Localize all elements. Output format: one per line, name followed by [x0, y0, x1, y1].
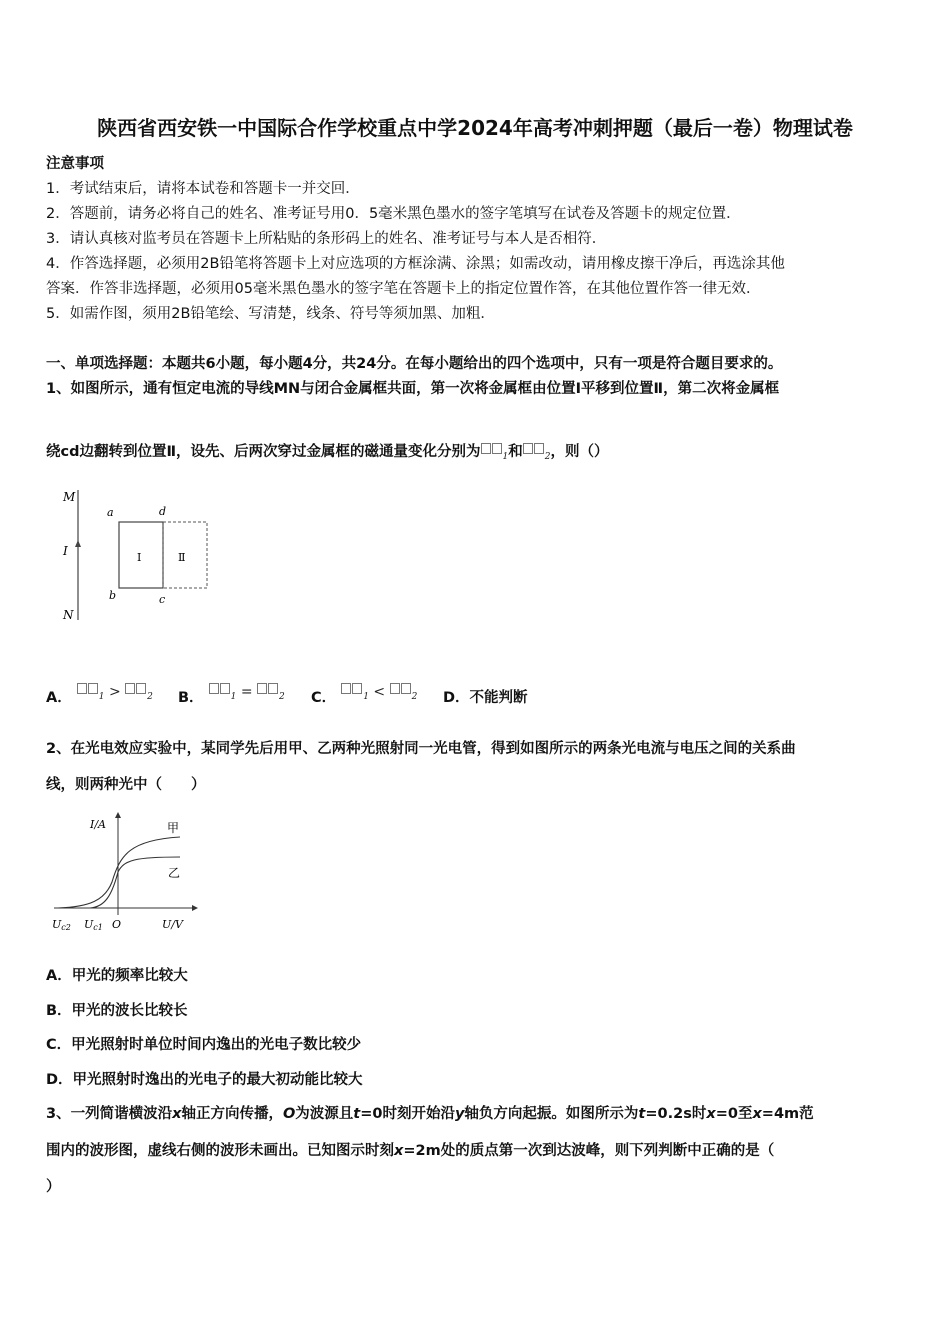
uc2-label: Uc2 [52, 918, 71, 932]
missing-glyph-icon [257, 683, 267, 694]
label-region-1: Ⅰ [137, 551, 142, 564]
origin-label: O [112, 918, 122, 931]
label-region-2: Ⅱ [178, 551, 186, 564]
curve-yi-label: 乙 [168, 866, 181, 880]
notice-item: 5．如需作图，须用2B铅笔绘、写清楚，线条、符号等须加黑、加粗． [46, 306, 495, 322]
delta-phi-2: 2 [523, 444, 551, 460]
label-d: d [159, 505, 167, 518]
missing-glyph-icon [268, 683, 278, 694]
label-c: c [159, 593, 166, 606]
missing-glyph-icon [136, 683, 146, 694]
missing-glyph-icon [209, 683, 219, 694]
missing-glyph-icon [401, 683, 411, 694]
missing-glyph-icon [523, 443, 533, 454]
label-a: a [107, 506, 114, 519]
q1-stem-line2 [46, 440, 609, 462]
q3-stem-line1: 3、一列简谐横波沿x轴正方向传播，O为波源且t=0时刻开始沿y轴负方向起振。如图所示为t=0.2s时x=0至x=4m范 [46, 1106, 814, 1122]
q1-stem-text-c: ，则（） [550, 444, 609, 460]
notice-item: 3．请认真核对监考员在答题卡上所粘贴的条形码上的姓名、准考证号与本人是否相符． [46, 231, 607, 247]
missing-glyph-icon [534, 443, 544, 454]
q3-stem-line3: ） [46, 1179, 61, 1195]
q1-option-c[interactable]: C． $_1$ < $_2$ [311, 684, 418, 706]
x-axis-arrow-icon [192, 905, 198, 911]
q1-stem-text-a: 绕cd边翻转到位置Ⅱ，设先、后两次穿过金属框的磁通量变化分别为 [46, 444, 481, 460]
q2-option-d[interactable]: D．甲光照射时逸出的光电子的最大初动能比较大 [46, 1072, 363, 1088]
label-b: b [109, 589, 117, 602]
q1-option-b[interactable]: B． $_1$ = $_2$ [178, 684, 285, 706]
curve-yi [90, 857, 180, 908]
q2-stem-line2: 线，则两种光中（ ） [46, 777, 206, 793]
q1-stem-text-b: 和 [508, 444, 523, 460]
y-axis-arrow-icon [115, 812, 121, 818]
missing-glyph-icon [492, 443, 502, 454]
label-m: M [63, 490, 76, 504]
q2-option-a[interactable]: A．甲光的频率比较大 [46, 968, 188, 984]
notice-item: 4．作答选择题，必须用2B铅笔将答题卡上对应选项的方框涂满、涂黑；如需改动，请用橡皮擦干净后，再选涂其他 [46, 256, 785, 272]
q1-option-d[interactable]: D．不能判断 [443, 690, 528, 706]
missing-glyph-icon [390, 683, 400, 694]
missing-glyph-icon [125, 683, 135, 694]
missing-glyph-icon [220, 683, 230, 694]
notice-item: 1．考试结束后，请将本试卷和答题卡一并交回． [46, 181, 360, 197]
q1-option-a[interactable]: A． $_1$ > $_2$ [46, 684, 153, 706]
notice-item: 2．答题前，请务必将自己的姓名、准考证号用0．5毫米黑色墨水的签字笔填写在试卷及答题卡的规定位置． [46, 206, 741, 222]
curve-jia-label: 甲 [167, 821, 180, 835]
label-i: I [63, 544, 68, 558]
missing-glyph-icon [88, 683, 98, 694]
missing-glyph-icon [341, 683, 351, 694]
page-title: 陕西省西安铁一中国际合作学校重点中学2024年高考冲刺押题（最后一卷）物理试卷 [97, 116, 853, 140]
q2-option-c[interactable]: C．甲光照射时单位时间内逸出的光电子数比较少 [46, 1037, 362, 1053]
x-axis-label: U/V [162, 918, 183, 931]
uc1-label: Uc1 [84, 918, 103, 932]
notice-item: 答案．作答非选择题，必须用05毫米黑色墨水的签字笔在答题卡上的指定位置作答，在其他位置作答一律无效． [46, 281, 761, 297]
section-heading: 一、单项选择题：本题共6小题，每小题4分，共24分。在每小题给出的四个选项中，只有一项是符合题目要求的。 [46, 356, 783, 372]
q2-option-b[interactable]: B．甲光的波长比较长 [46, 1003, 188, 1019]
q3-stem-line2: 围内的波形图，虚线右侧的波形未画出。已知图示时刻x=2m处的质点第一次到达波峰，则下列判断中正确的是（ [46, 1143, 775, 1159]
q1-figure [55, 485, 255, 630]
notice-heading: 注意事项 [46, 156, 104, 172]
missing-glyph-icon [352, 683, 362, 694]
y-axis-label: I/A [90, 818, 106, 831]
missing-glyph-icon [77, 683, 87, 694]
q1-stem-line1: 1、如图所示，通有恒定电流的导线MN与闭合金属框共面，第一次将金属框由位置Ⅰ平移到位置Ⅱ，第二次将金属框 [46, 381, 780, 397]
delta-phi-1: 1 [481, 444, 509, 460]
q2-stem-line1: 2、在光电效应实验中，某同学先后用甲、乙两种光照射同一光电管，得到如图所示的两条光电流与电压之间的关系曲 [46, 741, 796, 757]
current-arrow-icon [75, 540, 81, 547]
label-n: N [63, 608, 74, 622]
missing-glyph-icon [481, 443, 491, 454]
q2-figure [50, 810, 200, 935]
curve-jia [58, 837, 180, 908]
